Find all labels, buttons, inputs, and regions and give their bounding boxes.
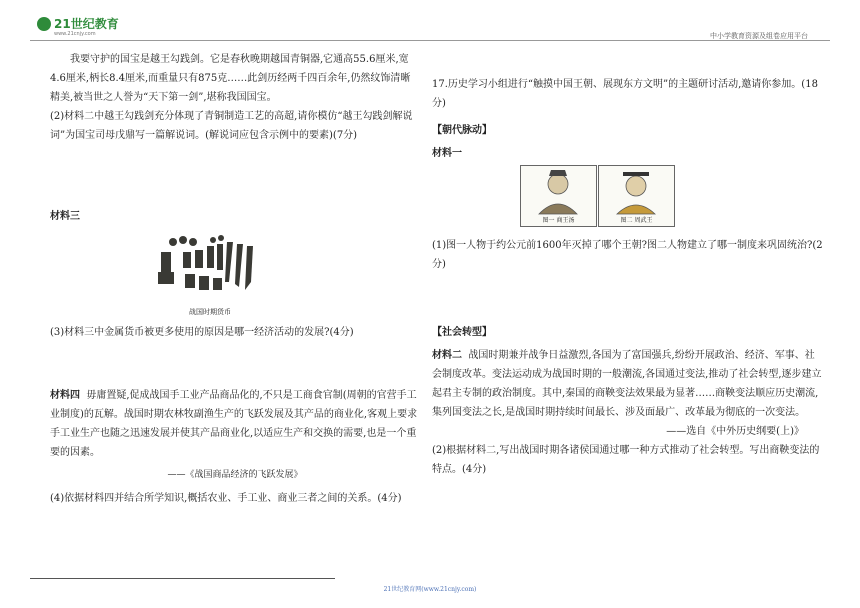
material-2-citation: ——选自《中外历史纲要(上)》 [666,426,804,437]
coins-image [155,232,265,317]
material-2 [432,346,824,479]
material-3-title: 材料三 [50,211,80,222]
footer-text: 21世纪教育网(www.21cnjy.com) [383,586,477,593]
question-1: (1)图一人物于约公元前1600年灭掉了哪个王朝?图二人物建立了哪一制度来巩固统治?(2分) [432,240,823,270]
figure-1-caption: 图一 商王汤 [542,217,575,224]
question-3: (3)材料三中金属货币被更多使用的原因是哪一经济活动的发展?(4分) [50,327,354,338]
question-17: 17.历史学习小组进行“触摸中国王朝、展现东方文明”的主题研讨活动,邀请你参加。(18分) [432,79,818,109]
section-dynasty: 【朝代脉动】 [432,125,492,136]
coins-caption: 战国时期货币 [189,308,231,316]
question-2: (2)材料二中越王勾践剑充分体现了青铜制造工艺的高超,请你模仿“越王勾践剑解说词”为国宝司母戊鼎写一篇解说词。(解说词应包含示例中的要素)(7分) [50,111,413,141]
sword-description: 我要守护的国宝是越王勾践剑。它是春秋晚期越国青铜器,它通高55.6厘米,宽4.6厘米,柄长8.4厘米,而重量只有875克……此剑历经两千四百余年,仍然纹饰清晰精美,被当世之人誉为“天下第一剑”,堪称我国国宝。 [50,54,411,103]
material-4 [50,386,420,508]
platform-name: 中小学教育资源及组卷应用平台 [710,32,808,40]
material-4-citation: ——《战国商品经济的飞跃发展》 [167,470,303,480]
material-2-title: 材料二 [432,350,462,361]
material-2-text: 战国时期兼并战争日益激烈,各国为了富国强兵,纷纷开展政治、经济、军事、社会制度改革。变法运动成为战国时期的一般潮流,各国通过变法,推动了社会转型,逐步建立起君主专制的政治制度。其中,秦国的商鞅变法效果最为显著……商鞅变法顺应历史潮流,集列国变法之长,是战国时期持续时间最长、涉及面最广、改革最为彻底的一次变法。 [432,350,822,418]
figure-2-caption: 图二 周武王 [620,217,653,224]
material-4-text: 毋庸置疑,促成战国手工业产品商品化的,不只是工商食官制(周朝的官营手工业制度)的瓦解。战国时期农林牧副渔生产的飞跃发展及其产品的商业化,客观上要求手工业生产也随之迅速发展并使其产品商业化,以适应生产和交换的需要,也是一个重要的因素。 [50,390,418,458]
logo-text: 21世纪教育 [54,17,119,31]
footer-divider [30,578,335,579]
left-column-top [50,50,420,145]
logo-url: www.21cnjy.com [54,31,96,36]
section-society: 【社会转型】 [432,327,492,338]
figure-2-image [598,165,675,227]
question-2-right: (2)根据材料二,写出战国时期各诸侯国通过哪一种方式推动了社会转型。写出商鞅变法的特点。(4分) [432,445,820,475]
site-logo [34,14,138,36]
question-4: (4)依据材料四并结合所学知识,概括农业、手工业、商业三者之间的关系。(4分) [50,493,402,504]
material-4-title: 材料四 [50,390,80,401]
material-1-title: 材料一 [432,148,462,159]
figure-1-image [520,165,597,227]
header-divider [30,40,830,41]
